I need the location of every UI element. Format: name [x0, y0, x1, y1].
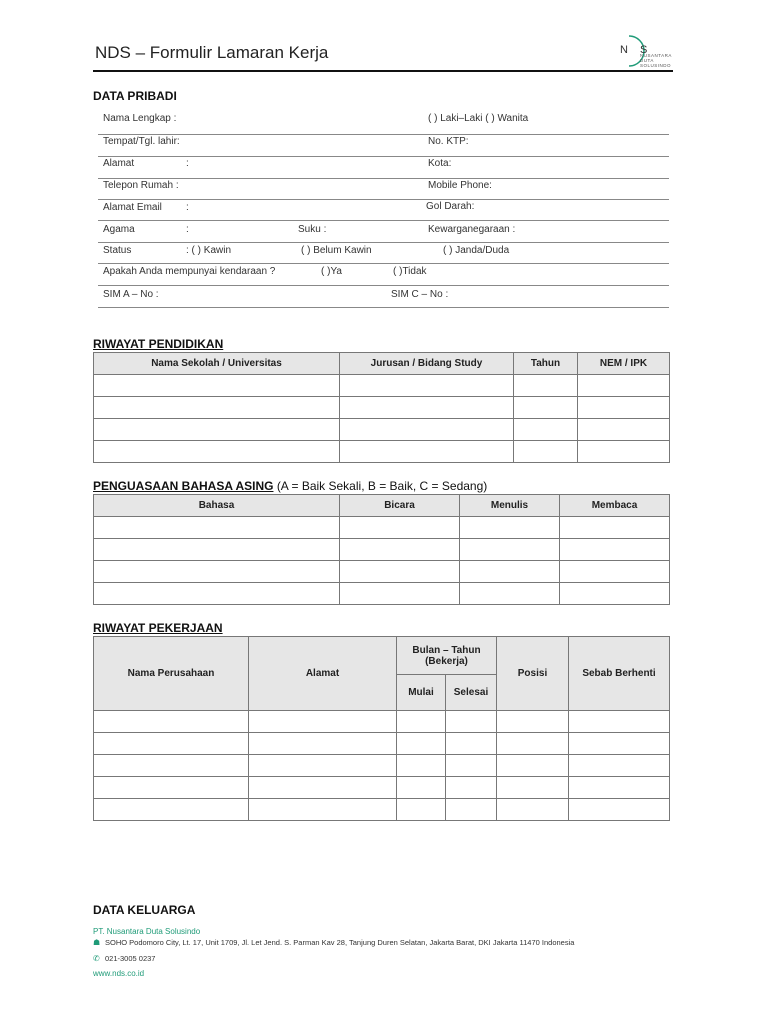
table-cell[interactable]: [497, 755, 569, 777]
table-cell[interactable]: [497, 799, 569, 821]
header-major: Jurusan / Bidang Study: [340, 353, 514, 375]
phone-icon: ✆: [93, 954, 100, 963]
status-widow-option[interactable]: ( ) Janda/Duda: [443, 245, 510, 256]
education-header-row: [94, 353, 670, 375]
table-cell[interactable]: [446, 777, 497, 799]
email-colon: :: [186, 202, 189, 213]
blood-type-field[interactable]: Gol Darah:: [426, 201, 475, 212]
table-row: [94, 777, 670, 799]
table-row: [94, 397, 670, 419]
table-cell[interactable]: [340, 561, 460, 583]
table-cell[interactable]: [340, 539, 460, 561]
header-speaking: Bicara: [340, 495, 460, 517]
full-name-field[interactable]: Nama Lengkap :: [103, 113, 177, 124]
table-cell[interactable]: [249, 755, 397, 777]
table-row: [94, 755, 670, 777]
city-field[interactable]: Kota:: [428, 158, 452, 169]
citizenship-field[interactable]: Kewarganegaraan :: [428, 224, 516, 235]
ktp-field[interactable]: No. KTP:: [428, 136, 469, 147]
table-cell[interactable]: [578, 375, 670, 397]
address-colon: :: [186, 158, 189, 169]
language-table: [93, 494, 670, 605]
table-cell[interactable]: [94, 733, 249, 755]
header-score: NEM / IPK: [578, 353, 670, 375]
address-field[interactable]: Alamat: [103, 158, 135, 169]
header-language: Bahasa: [94, 495, 340, 517]
vehicle-no-option[interactable]: ( )Tidak: [393, 266, 427, 277]
header-period: [397, 637, 497, 675]
table-row: [94, 419, 670, 441]
education-table: [93, 352, 670, 463]
table-cell[interactable]: [569, 755, 670, 777]
table-cell[interactable]: [94, 583, 340, 605]
work-header-row: [94, 637, 670, 675]
field-divider: [98, 156, 669, 157]
logo-word: DUTA: [640, 58, 654, 63]
footer-address-text: SOHO Podomoro City, Lt. 17, Unit 1709, Jl. Let Jend. S. Parman Kav 28, Tanjung Duren Selatan, Jakarta Barat, DKI Jakarta 11470 Indonesia: [105, 938, 575, 947]
table-cell[interactable]: [460, 583, 560, 605]
table-cell[interactable]: [94, 561, 340, 583]
field-divider: [98, 199, 669, 200]
table-cell[interactable]: [446, 799, 497, 821]
table-cell[interactable]: [460, 517, 560, 539]
table-cell[interactable]: [446, 755, 497, 777]
table-cell[interactable]: [249, 711, 397, 733]
table-cell[interactable]: [94, 441, 340, 463]
table-cell[interactable]: [560, 539, 670, 561]
table-cell[interactable]: [94, 375, 340, 397]
field-divider: [98, 134, 669, 135]
field-divider: [98, 285, 669, 286]
section-title-personal: DATA PRIBADI: [93, 89, 177, 103]
period-label: Bulan – Tahun: [412, 644, 481, 656]
table-cell[interactable]: [514, 375, 578, 397]
section-title-language: [93, 479, 487, 493]
table-cell[interactable]: [514, 397, 578, 419]
gender-options[interactable]: ( ) Laki–Laki ( ) Wanita: [428, 113, 529, 124]
language-title: PENGUASAAN BAHASA ASING: [93, 479, 274, 493]
table-cell[interactable]: [94, 397, 340, 419]
table-row: [94, 583, 670, 605]
table-cell[interactable]: [340, 375, 514, 397]
table-row: [94, 799, 670, 821]
section-title-education: RIWAYAT PENDIDIKAN: [93, 337, 224, 351]
table-cell[interactable]: [569, 733, 670, 755]
email-field[interactable]: Alamat Email: [103, 202, 162, 213]
mobile-phone-field[interactable]: Mobile Phone:: [428, 180, 492, 191]
table-cell[interactable]: [397, 799, 446, 821]
table-cell[interactable]: [497, 777, 569, 799]
table-cell[interactable]: [578, 397, 670, 419]
table-cell[interactable]: [94, 419, 340, 441]
footer-company-name: PT. Nusantara Duta Solusindo: [93, 927, 201, 936]
footer-website-link[interactable]: www.nds.co.id: [93, 969, 145, 978]
header-company: Nama Perusahaan: [94, 637, 249, 711]
table-cell[interactable]: [340, 397, 514, 419]
home-phone-field[interactable]: Telepon Rumah :: [103, 180, 179, 191]
logo-word: NUSANTARA: [640, 53, 672, 58]
table-cell[interactable]: [397, 755, 446, 777]
table-cell[interactable]: [340, 419, 514, 441]
table-cell[interactable]: [397, 777, 446, 799]
table-cell[interactable]: [340, 583, 460, 605]
table-cell[interactable]: [340, 517, 460, 539]
table-cell[interactable]: [94, 755, 249, 777]
table-cell[interactable]: [560, 583, 670, 605]
status-married-option[interactable]: : ( ) Kawin: [186, 245, 232, 256]
vehicle-question: Apakah Anda mempunyai kendaraan ?: [103, 266, 276, 277]
table-cell[interactable]: [94, 539, 340, 561]
table-cell[interactable]: [249, 777, 397, 799]
header-school: Nama Sekolah / Universitas: [94, 353, 340, 375]
header-reading: Membaca: [560, 495, 670, 517]
field-divider: [98, 263, 669, 264]
work-table: [93, 636, 670, 821]
section-title-family: DATA KELUARGA: [93, 903, 196, 917]
header-start: Mulai: [397, 675, 446, 711]
title-divider: [93, 70, 673, 72]
language-legend: (A = Baik Sekali, B = Baik, C = Sedang): [276, 479, 488, 493]
logo-wordmark: [640, 53, 672, 68]
table-cell[interactable]: [94, 799, 249, 821]
table-row: [94, 441, 670, 463]
table-cell[interactable]: [397, 711, 446, 733]
table-cell[interactable]: [340, 441, 514, 463]
logo-word: SOLUSINDO: [640, 63, 672, 68]
table-cell[interactable]: [578, 419, 670, 441]
page-title: NDS – Formulir Lamaran Kerja: [95, 43, 329, 62]
table-cell[interactable]: [514, 441, 578, 463]
logo-letter-n: N: [620, 44, 628, 56]
table-row: [94, 539, 670, 561]
table-cell[interactable]: [569, 777, 670, 799]
field-divider: [98, 178, 669, 179]
birth-field[interactable]: Tempat/Tgl. lahir:: [103, 136, 180, 147]
status-single-option[interactable]: ( ) Belum Kawin: [301, 245, 372, 256]
table-cell[interactable]: [514, 419, 578, 441]
footer-address: [93, 938, 574, 947]
marital-status-label: Status: [103, 245, 132, 256]
header-address: Alamat: [249, 637, 397, 711]
ethnic-field[interactable]: Suku :: [298, 224, 327, 235]
header-reason: Sebab Berhenti: [569, 637, 670, 711]
table-cell[interactable]: [497, 711, 569, 733]
footer-phone: [93, 954, 155, 963]
logo-letter-s: S: [640, 44, 648, 56]
religion-field[interactable]: Agama: [103, 224, 135, 235]
building-icon: ☗: [93, 938, 101, 947]
table-cell[interactable]: [94, 711, 249, 733]
table-cell[interactable]: [460, 539, 560, 561]
table-cell[interactable]: [578, 441, 670, 463]
table-cell[interactable]: [446, 711, 497, 733]
field-divider: [98, 242, 669, 243]
table-cell[interactable]: [497, 733, 569, 755]
table-cell[interactable]: [569, 799, 670, 821]
table-cell[interactable]: [560, 517, 670, 539]
header-year: Tahun: [514, 353, 578, 375]
table-row: [94, 733, 670, 755]
header-writing: Menulis: [460, 495, 560, 517]
table-row: [94, 517, 670, 539]
table-cell[interactable]: [446, 733, 497, 755]
section-title-work: RIWAYAT PEKERJAAN: [93, 621, 223, 635]
table-cell[interactable]: [249, 733, 397, 755]
table-cell[interactable]: [94, 777, 249, 799]
table-cell[interactable]: [249, 799, 397, 821]
language-header-row: [94, 495, 670, 517]
table-cell[interactable]: [569, 711, 670, 733]
footer-phone-text: 021-3005 0237: [105, 954, 156, 963]
vehicle-yes-option[interactable]: ( )Ya: [321, 266, 342, 277]
table-cell[interactable]: [560, 561, 670, 583]
period-sublabel: (Bekerja): [425, 655, 468, 667]
religion-colon: :: [186, 224, 189, 235]
sim-a-field[interactable]: SIM A – No :: [103, 289, 159, 300]
header-end: Selesai: [446, 675, 497, 711]
sim-c-field[interactable]: SIM C – No :: [391, 289, 449, 300]
table-cell[interactable]: [397, 733, 446, 755]
table-cell[interactable]: [94, 517, 340, 539]
table-row: [94, 561, 670, 583]
table-row: [94, 711, 670, 733]
field-divider: [98, 220, 669, 221]
table-row: [94, 375, 670, 397]
header-position: Posisi: [497, 637, 569, 711]
table-cell[interactable]: [460, 561, 560, 583]
field-divider: [98, 307, 669, 308]
